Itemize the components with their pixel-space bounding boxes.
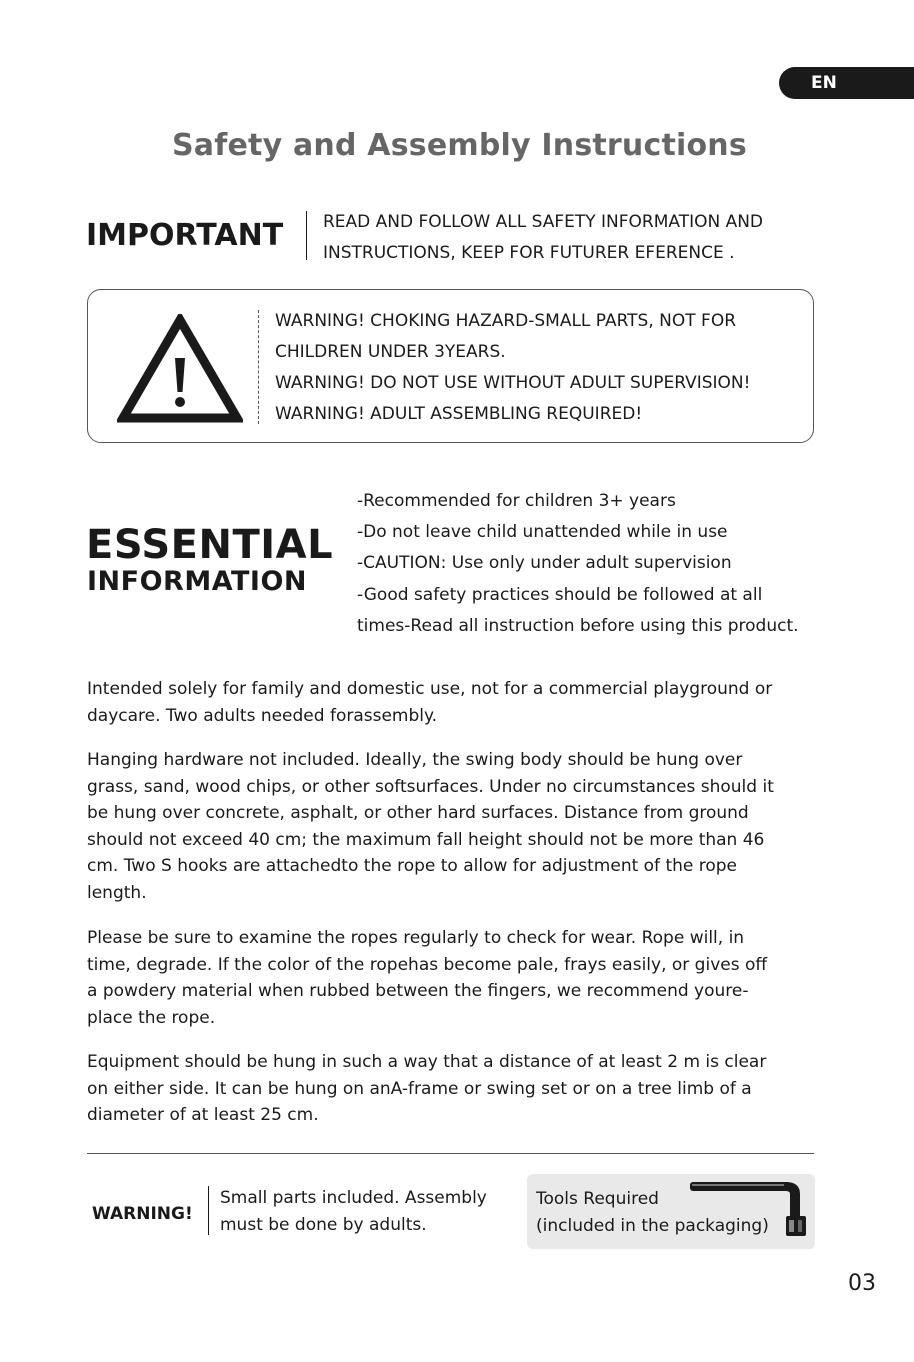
paragraph-intended-use — [87, 676, 827, 729]
paragraph-line: Please be sure to examine the ropes regularly to check for wear. Rope will, in — [87, 928, 745, 948]
paragraph-line: be hung over concrete, asphalt, or other hard surfaces. Distance from ground — [87, 803, 749, 823]
hex-key-wrench-icon — [688, 1178, 810, 1240]
essential-heading: ESSENTIAL — [86, 522, 334, 568]
essential-item: times-Read all instruction before using this product. — [357, 615, 799, 636]
important-divider — [306, 211, 307, 260]
paragraph-rope-care — [87, 925, 827, 1031]
paragraph-hanging — [87, 747, 827, 906]
warning-line: WARNING! ADULT ASSEMBLING REQUIRED! — [275, 404, 643, 424]
essential-item: -Recommended for children 3+ years — [357, 491, 676, 511]
paragraph-line: a powdery material when rubbed between the fingers, we recommend youre- — [87, 981, 749, 1001]
paragraph-line: time, degrade. If the color of the ropehas become pale, frays easily, or gives off — [87, 954, 768, 975]
footer-warning-line: must be done by adults. — [220, 1215, 427, 1235]
warning-divider — [258, 310, 259, 424]
paragraph-line: length. — [87, 882, 147, 903]
warning-text — [275, 306, 750, 430]
paragraph-line: Equipment should be hung in such a way that a distance of at least 2 m is clear — [87, 1052, 767, 1072]
essential-item: -CAUTION: Use only under adult supervision — [357, 553, 732, 574]
essential-list — [357, 486, 799, 642]
paragraph-line: Hanging hardware not included. Ideally, the swing body should be hung over — [87, 750, 743, 770]
warning-line: WARNING! CHOKING HAZARD-SMALL PARTS, NOT FOR — [275, 311, 737, 331]
important-text — [323, 207, 863, 269]
important-line: READ AND FOLLOW ALL SAFETY INFORMATION AND — [323, 212, 764, 232]
paragraph-line: Intended solely for family and domestic use, not for a commercial playground or — [87, 679, 773, 699]
warning-line: CHILDREN UNDER 3YEARS. — [275, 342, 506, 362]
footer-warning-line: Small parts included. Assembly — [220, 1188, 487, 1208]
paragraph-line: should not exceed 40 cm; the maximum fall height should not be more than 46 — [87, 829, 765, 850]
footer-divider — [87, 1153, 814, 1154]
information-heading: INFORMATION — [87, 566, 308, 597]
footer-warning-text — [220, 1185, 487, 1239]
tools-line: (included in the packaging) — [536, 1216, 769, 1236]
important-line: INSTRUCTIONS, KEEP FOR FUTURER EFERENCE . — [323, 243, 735, 263]
paragraph-line: place the rope. — [87, 1007, 216, 1028]
language-tab: EN — [779, 67, 914, 99]
paragraph-line: cm. Two S hooks are attachedto the rope to allow for adjustment of the rope — [87, 856, 738, 876]
tools-line: Tools Required — [536, 1189, 659, 1209]
essential-item: -Do not leave child unattended while in use — [357, 522, 728, 543]
paragraph-clearance — [87, 1049, 827, 1129]
paragraph-line: diameter of at least 25 cm. — [87, 1105, 319, 1125]
footer-warning-divider — [208, 1186, 209, 1235]
page-number: 03 — [848, 1271, 876, 1296]
paragraph-line: grass, sand, wood chips, or other softsurfaces. Under no circumstances should it — [87, 776, 774, 797]
footer-warning-label: WARNING! — [92, 1204, 193, 1224]
warning-triangle-icon — [117, 314, 243, 424]
paragraph-line: daycare. Two adults needed forassembly. — [87, 705, 438, 726]
page-title: Safety and Assembly Instructions — [172, 128, 747, 163]
paragraph-line: on either side. It can be hung on anA-frame or swing set or on a tree limb of a — [87, 1078, 752, 1099]
essential-item: -Good safety practices should be followed at all — [357, 584, 763, 605]
important-label: IMPORTANT — [86, 218, 284, 253]
warning-line: WARNING! DO NOT USE WITHOUT ADULT SUPERVISION! — [275, 373, 751, 393]
